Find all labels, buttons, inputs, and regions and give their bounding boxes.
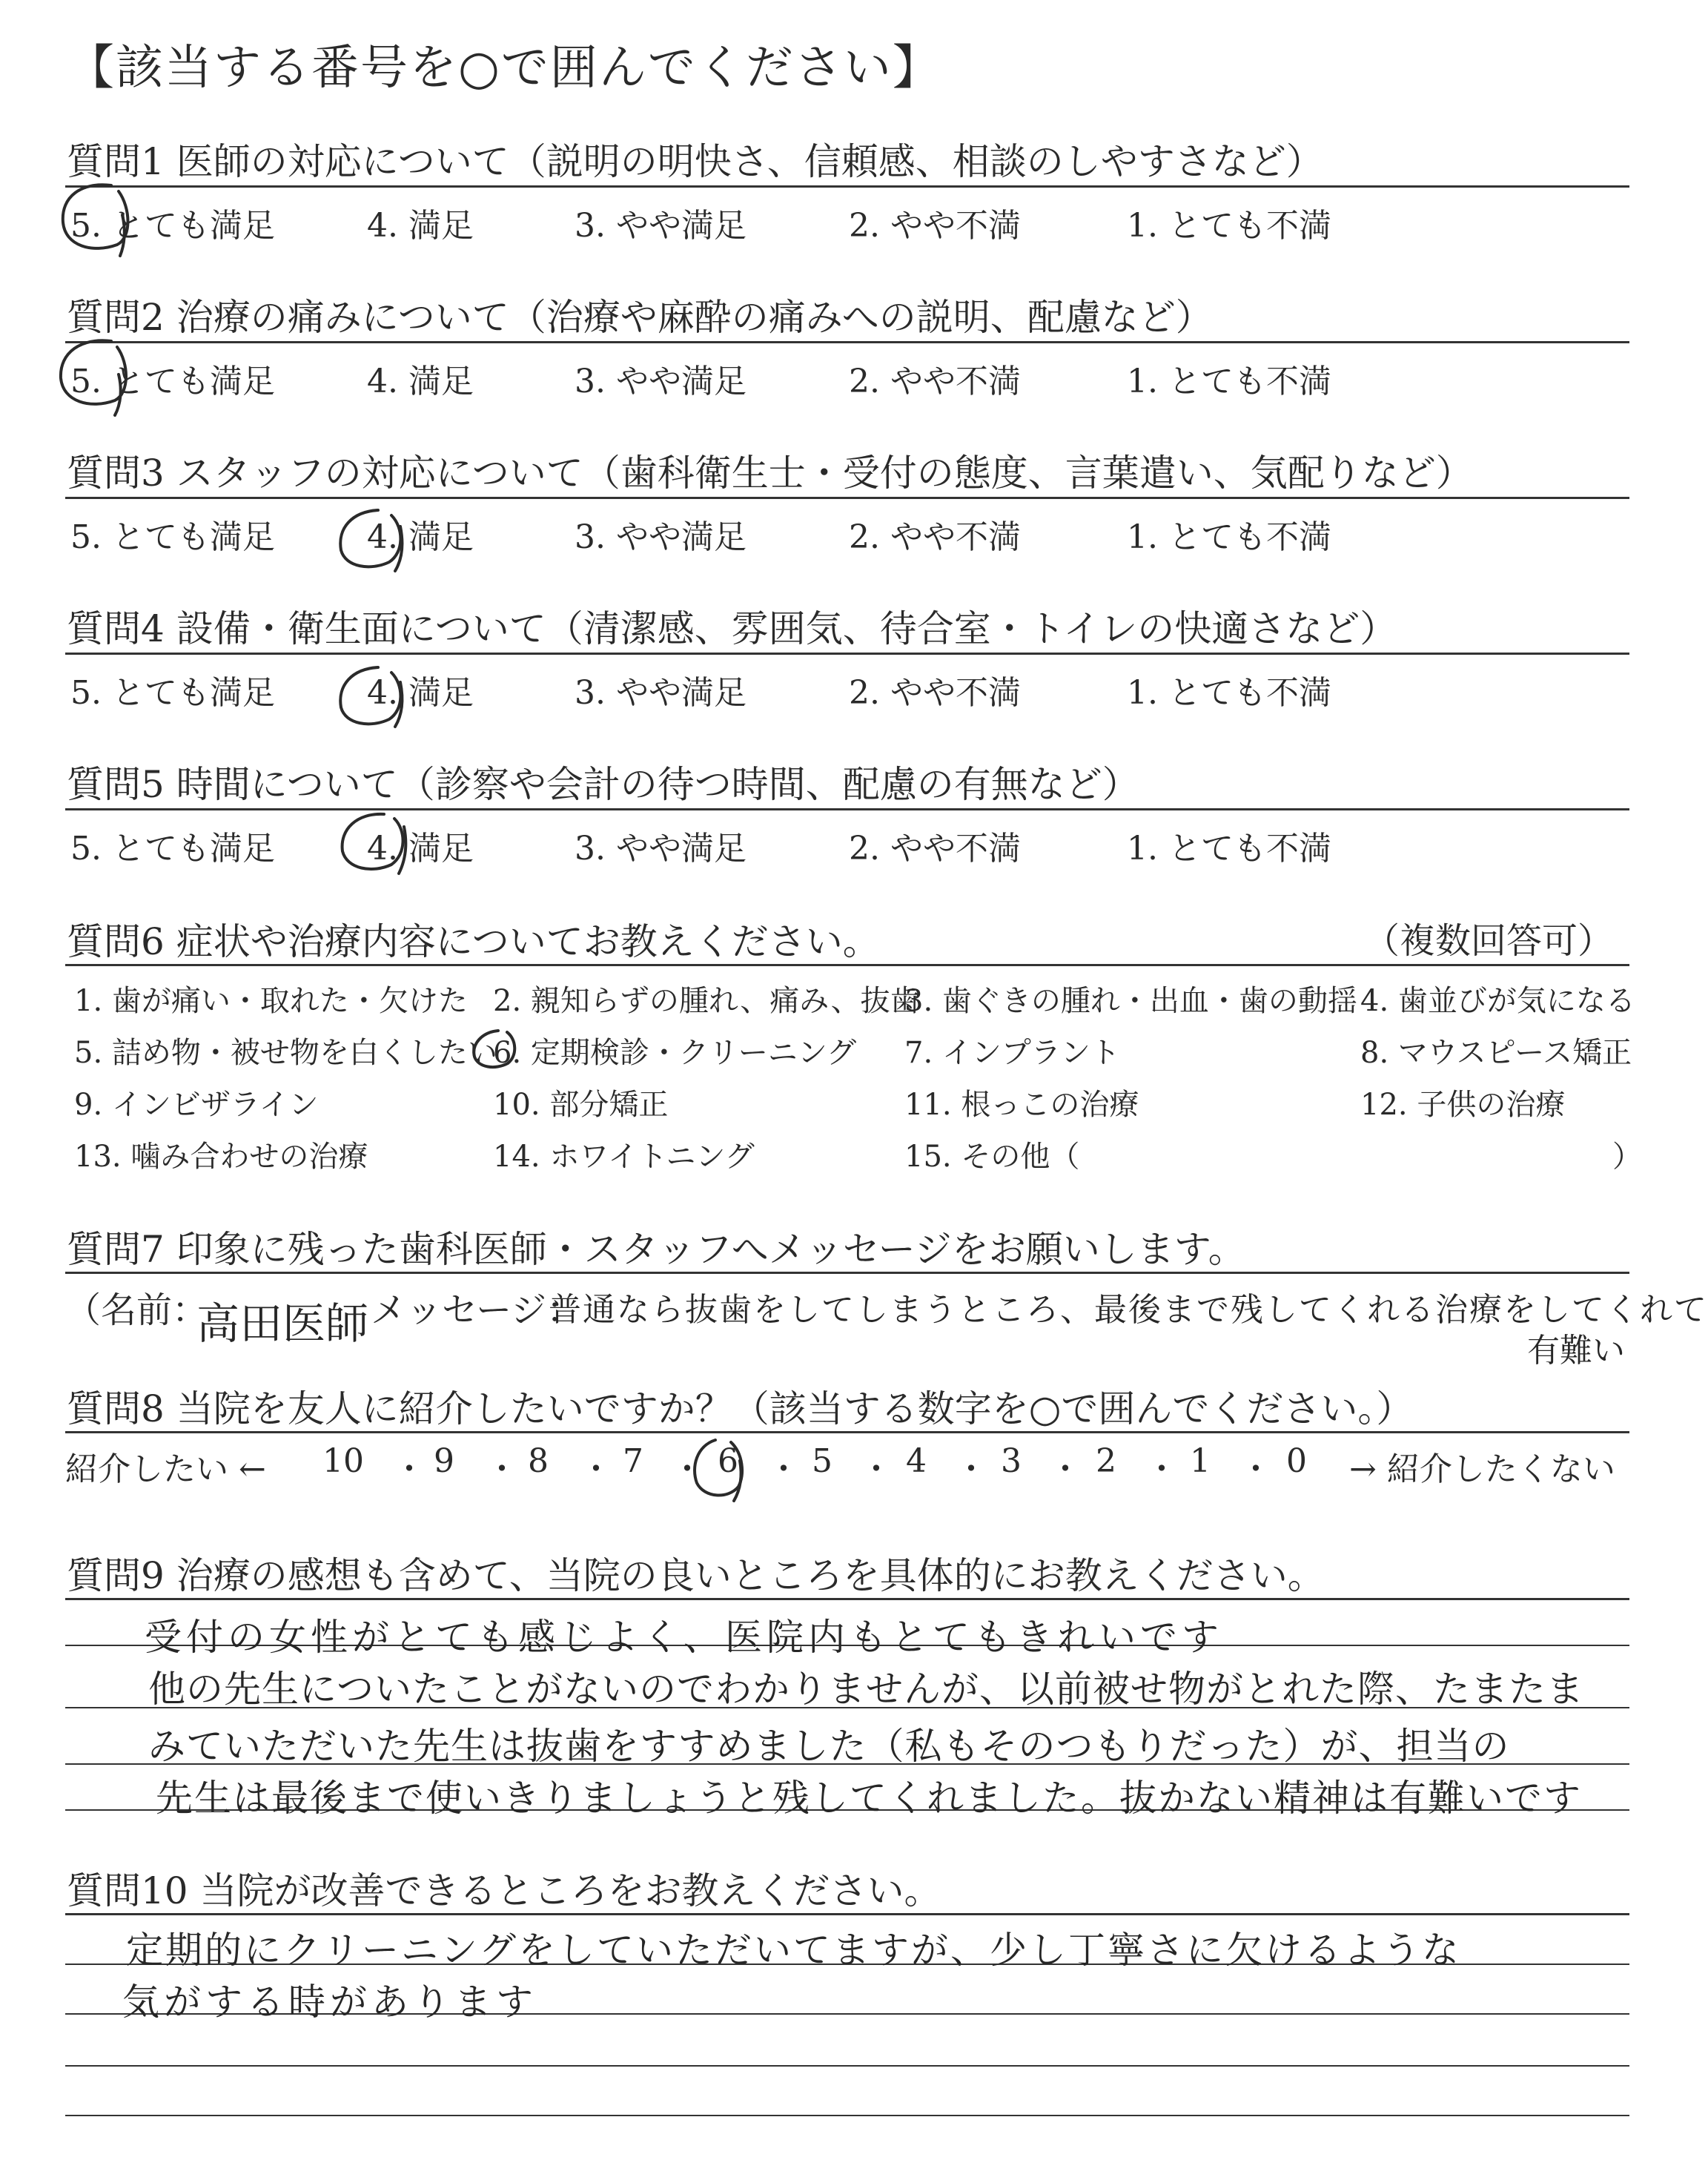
divider bbox=[65, 964, 1629, 966]
scale-separator: ・ bbox=[1239, 1450, 1272, 1488]
q10-answer-line-2[interactable]: 気がする時があります bbox=[122, 1981, 537, 2024]
q10-answer-line-1[interactable]: 定期的にクリーニングをしていただいてますが、少し丁寧さに欠けるような bbox=[126, 1929, 1461, 1972]
scale-separator: ・ bbox=[580, 1450, 612, 1488]
q1-option-2[interactable]: 2. やや不満 bbox=[849, 207, 1021, 245]
question-3-label: 質問3 スタッフの対応について（歯科衛生士・受付の態度、言葉遣い、気配りなど） bbox=[67, 452, 1473, 495]
answer-line bbox=[65, 2065, 1629, 2067]
q6-option-5[interactable]: 5. 詰め物・被せ物を白くしたい bbox=[74, 1036, 497, 1070]
divider bbox=[65, 808, 1629, 810]
q2-option-4[interactable]: 4. 満足 bbox=[367, 363, 474, 400]
q3-option-3[interactable]: 3. やや満足 bbox=[575, 518, 747, 556]
q1-option-5[interactable]: 5. とても満足 bbox=[70, 207, 275, 245]
q5-option-3[interactable]: 3. やや満足 bbox=[575, 830, 747, 868]
divider bbox=[65, 185, 1629, 188]
q6-option-3[interactable]: 3. 歯ぐきの腫れ・出血・歯の動揺 bbox=[904, 984, 1357, 1018]
q2-option-3[interactable]: 3. やや満足 bbox=[575, 363, 747, 400]
q6-option-14[interactable]: 14. ホワイトニング bbox=[493, 1140, 755, 1174]
q6-option-11[interactable]: 11. 根っこの治療 bbox=[904, 1088, 1139, 1122]
q6-option-10[interactable]: 10. 部分矯正 bbox=[493, 1088, 669, 1122]
question-4-label: 質問4 設備・衛生面について（清潔感、雰囲気、待合室・トイレの快適さなど） bbox=[67, 607, 1397, 650]
recommend-left-label: 紹介したい ← bbox=[65, 1450, 266, 1488]
name-label: （名前： bbox=[65, 1289, 208, 1331]
question-10-label: 質問10 当院が改善できるところをお教えください。 bbox=[67, 1869, 941, 1912]
question-6-label: 質問6 症状や治療内容についてお教えください。 bbox=[67, 920, 880, 963]
scale-10[interactable]: 10 bbox=[322, 1442, 364, 1480]
q3-option-4[interactable]: 4. 満足 bbox=[367, 518, 474, 556]
q5-option-5[interactable]: 5. とても満足 bbox=[70, 830, 275, 868]
message-answer[interactable]: 普通なら抜歯をしてしまうところ、最後まで残してくれる治療をしてくれて bbox=[549, 1291, 1708, 1329]
scale-9[interactable]: 9 bbox=[434, 1442, 454, 1480]
q1-option-3[interactable]: 3. やや満足 bbox=[575, 207, 747, 245]
q5-option-1[interactable]: 1. とても不満 bbox=[1127, 830, 1331, 868]
scale-separator: ・ bbox=[671, 1450, 704, 1488]
q9-answer-line-1[interactable]: 受付の女性がとても感じよく、医院内もとてもきれいです bbox=[145, 1616, 1223, 1659]
q4-option-1[interactable]: 1. とても不満 bbox=[1127, 674, 1331, 712]
q4-option-5[interactable]: 5. とても満足 bbox=[70, 674, 275, 712]
q6-option-13[interactable]: 13. 噛み合わせの治療 bbox=[74, 1140, 368, 1174]
message-label: メッセージ： bbox=[371, 1289, 583, 1331]
q9-answer-line-2[interactable]: 他の先生についたことがないのでわかりませんが、以前被せ物がとれた際、たまたま bbox=[148, 1668, 1584, 1711]
question-7-label: 質問7 印象に残った歯科医師・スタッフへメッセージをお願いします。 bbox=[67, 1228, 1245, 1271]
scale-1[interactable]: 1 bbox=[1190, 1442, 1211, 1480]
scale-separator: ・ bbox=[1049, 1450, 1082, 1488]
answer-line bbox=[65, 1598, 1629, 1600]
message-answer-continued[interactable]: 有難い bbox=[1527, 1332, 1625, 1370]
q3-option-5[interactable]: 5. とても満足 bbox=[70, 518, 275, 556]
divider bbox=[65, 341, 1629, 343]
divider bbox=[65, 1431, 1629, 1433]
scale-6[interactable]: 6 bbox=[718, 1442, 738, 1480]
scale-separator: ・ bbox=[1145, 1450, 1178, 1488]
name-answer[interactable]: 高田医師 bbox=[196, 1298, 369, 1349]
q9-answer-line-3[interactable]: みていただいた先生は抜歯をすすめました（私もそのつもりだった）が、担当の bbox=[148, 1725, 1510, 1768]
question-8-label: 質問8 当院を友人に紹介したいですか？（該当する数字を○で囲んでください。） bbox=[67, 1387, 1414, 1430]
q3-option-1[interactable]: 1. とても不満 bbox=[1127, 518, 1331, 556]
q6-option-7[interactable]: 7. インプラント bbox=[904, 1036, 1120, 1070]
scale-4[interactable]: 4 bbox=[906, 1442, 927, 1480]
q9-answer-line-4[interactable]: 先生は最後まで使いきりましょうと残してくれました。抜かない精神は有難いです bbox=[156, 1777, 1582, 1820]
divider bbox=[65, 497, 1629, 499]
question-5-label: 質問5 時間について（診察や会計の待つ時間、配慮の有無など） bbox=[67, 763, 1139, 806]
q1-option-4[interactable]: 4. 満足 bbox=[367, 207, 474, 245]
q1-option-1[interactable]: 1. とても不満 bbox=[1127, 207, 1331, 245]
q5-option-2[interactable]: 2. やや不満 bbox=[849, 830, 1021, 868]
scale-separator: ・ bbox=[767, 1450, 800, 1488]
scale-separator: ・ bbox=[860, 1450, 893, 1488]
q6-option-1[interactable]: 1. 歯が痛い・取れた・欠けた bbox=[74, 984, 468, 1018]
q6-option-2[interactable]: 2. 親知らずの腫れ、痛み、抜歯 bbox=[493, 984, 920, 1018]
scale-separator: ・ bbox=[486, 1450, 518, 1488]
q4-option-2[interactable]: 2. やや不満 bbox=[849, 674, 1021, 712]
answer-line bbox=[65, 1913, 1629, 1915]
q2-option-5[interactable]: 5. とても満足 bbox=[70, 363, 275, 400]
q2-option-2[interactable]: 2. やや不満 bbox=[849, 363, 1021, 400]
q6-other-close-paren: ） bbox=[1612, 1140, 1642, 1174]
q6-option-12[interactable]: 12. 子供の治療 bbox=[1360, 1088, 1566, 1122]
scale-0[interactable]: 0 bbox=[1286, 1442, 1307, 1480]
scale-8[interactable]: 8 bbox=[528, 1442, 549, 1480]
scale-5[interactable]: 5 bbox=[812, 1442, 833, 1480]
q3-option-2[interactable]: 2. やや不満 bbox=[849, 518, 1021, 556]
q4-option-4[interactable]: 4. 満足 bbox=[367, 674, 474, 712]
multiple-answers-note: （複数回答可） bbox=[1364, 920, 1614, 962]
scale-separator: ・ bbox=[393, 1450, 426, 1488]
recommend-right-label: → 紹介したくない bbox=[1349, 1450, 1615, 1488]
scale-3[interactable]: 3 bbox=[1001, 1442, 1022, 1480]
q4-option-3[interactable]: 3. やや満足 bbox=[575, 674, 747, 712]
question-9-label: 質問9 治療の感想も含めて、当院の良いところを具体的にお教えください。 bbox=[67, 1554, 1325, 1597]
page-title: 【該当する番号を○で囲んでください】 bbox=[67, 41, 941, 96]
scale-7[interactable]: 7 bbox=[623, 1442, 643, 1480]
scale-2[interactable]: 2 bbox=[1096, 1442, 1116, 1480]
q5-option-4[interactable]: 4. 満足 bbox=[367, 830, 474, 868]
q6-option-8[interactable]: 8. マウスピース矯正 bbox=[1360, 1036, 1632, 1070]
divider bbox=[65, 1272, 1629, 1274]
answer-line bbox=[65, 2115, 1629, 2116]
question-1-label: 質問1 医師の対応について（説明の明快さ、信頼感、相談のしやすさなど） bbox=[67, 140, 1323, 183]
scale-separator: ・ bbox=[955, 1450, 987, 1488]
q2-option-1[interactable]: 1. とても不満 bbox=[1127, 363, 1331, 400]
question-2-label: 質問2 治療の痛みについて（治療や麻酔の痛みへの説明、配慮など） bbox=[67, 296, 1213, 339]
q6-option-4[interactable]: 4. 歯並びが気になる bbox=[1360, 984, 1635, 1018]
q6-option-15[interactable]: 15. その他（ bbox=[904, 1140, 1080, 1174]
q6-option-6[interactable]: 6. 定期検診・クリーニング bbox=[493, 1036, 857, 1070]
q6-option-9[interactable]: 9. インビザライン bbox=[74, 1088, 319, 1122]
divider bbox=[65, 653, 1629, 655]
